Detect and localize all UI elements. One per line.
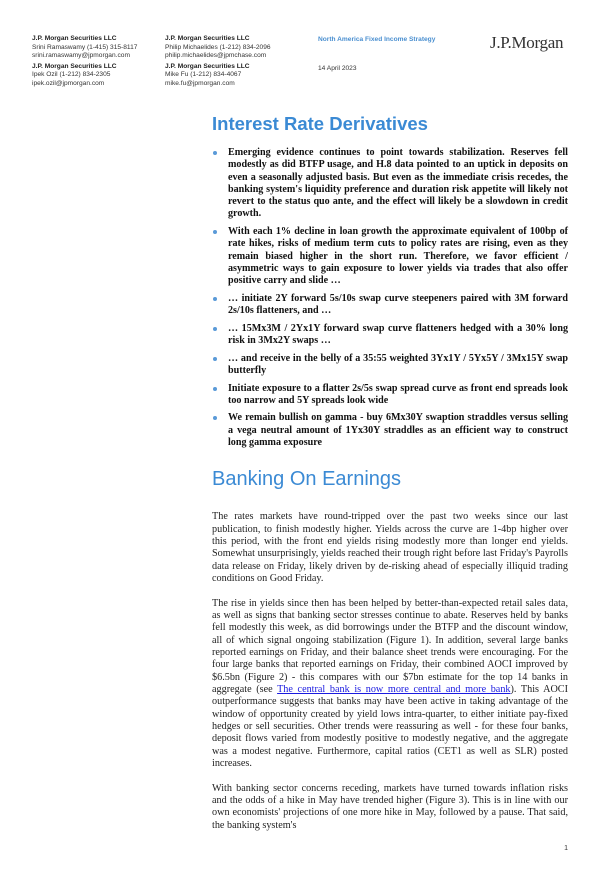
paragraph-text: The rise in yields since then has been helped by better-than-expected retail sales data, as well as signs that banking sector stresses continue to abate. Reserves held by banks fell modestly this week, as did borrowings under the BTFP and the discount window, all of which signal ongoing stabilization (Figure 1). In addition, several large banks reported earnings on Friday, and their balance sheet trends were encouraging. For the four large banks that reported earnings on Friday, their combined AOCI improved by $6.5bn (Figure 2) - this compares with our $7bn estimate for the top 14 banks in aggregate (see [212,597,568,696]
jpmorgan-logo: J.P.Morgan [490,33,564,52]
author-block [32,35,160,61]
list-item [212,147,568,221]
series-name: North America Fixed Income Strategy [318,36,436,43]
author-email[interactable]: srini.ramaswamy@jpmorgan.com [32,52,130,60]
author-block [32,63,160,89]
bullet-text: … and receive in the belly of a 35:55 weighted 3Yx1Y / 5Yx5Y / 3Mx15Y swap butterfly [228,352,568,376]
related-report-link[interactable]: The central bank is now more central and more bank [277,684,511,696]
author-contact: Ipek Ozil (1-212) 834-2305 [32,71,111,79]
bullet-icon [213,357,217,361]
author-email[interactable]: philip.michaelides@jpmchase.com [165,52,267,60]
list-item [212,412,568,449]
company-name: J.P. Morgan Securities LLC [32,35,117,42]
bullet-icon [213,297,217,301]
bullet-icon [213,327,217,331]
paragraph: With banking sector concerns receding, markets have turned towards inflation risks and the odds of a hike in May have trended higher (Figure 3). This is in line with our own economists' projections of one more hike in May, followed by a pause. That said, the banking system's [212,782,568,831]
bullet-text: We remain bullish on gamma - buy 6Mx30Y swaption straddles versus selling a vega neutral amount of 1Yx30Y straddles as an efficient way to construct long gamma exposure [228,412,568,449]
author-contact: Srini Ramaswamy (1-415) 315-8117 [32,43,138,51]
body-text [212,511,568,832]
key-points-list [212,147,568,449]
company-name: J.P. Morgan Securities LLC [165,35,250,42]
author-email[interactable]: ipek.ozil@jpmorgan.com [32,79,105,87]
list-item [212,323,568,348]
author-column-1 [32,35,160,91]
bullet-text: Emerging evidence continues to point towards stabilization. Reserves fell modestly as did BTFP usage, and H.8 data pointed to an uptick in deposits on even a seasonally adjusted basis. But even as the immediate crisis recedes, the banking system's liquidity preference and duration risk appetite will likely not revert to the status quo ante, and the effect will likely be a slowdown in credit growth. [228,147,568,220]
publication-date: 14 April 2023 [318,65,357,72]
list-item [212,226,568,287]
bullet-icon [213,387,217,391]
bullet-text: … initiate 2Y forward 5s/10s swap curve steepeners paired with 3M forward 2s/10s flatteners, and … [228,292,568,317]
section-title-interest-rate-derivatives: Interest Rate Derivatives [212,113,428,134]
list-item [212,383,568,408]
list-item [212,293,568,318]
list-item [212,353,568,378]
paragraph [212,598,568,771]
main-column [212,0,568,873]
bullet-icon [213,151,217,155]
paragraph: The rates markets have round-tripped over the past two weeks since our last publication, to finish modestly higher. Yields across the curve are 1-4bp higher over this period, with the front end yields rising modestly more than longer end yields. Somewhat unsurprisingly, yields reached their trough right before last Friday's Payrolls data release on Friday, likely driven by de-risking ahead of especially illiquid trading conditions on Good Friday. [212,511,568,585]
company-name: J.P. Morgan Securities LLC [32,62,117,70]
company-name: J.P. Morgan Securities LLC [165,62,250,70]
bullet-text: Initiate exposure to a flatter 2s/5s swap spread curve as front end spreads look too narrow and 5Y spreads look wide [228,382,568,406]
bullet-text: With each 1% decline in loan growth the approximate equivalent of 100bp of rate hikes, risks of medium term cuts to policy rates are rising, even as they remain biased higher in the short run. Therefore, we favor efficient / asymmetric ways to gain exposure to lower yields via trades that also offer positive carry and slide … [228,226,568,287]
author-email[interactable]: mike.fu@jpmorgan.com [165,79,235,87]
author-contact: Mike Fu (1-212) 834-4067 [165,71,242,79]
bullet-icon [213,416,217,420]
bullet-text: … 15Mx3M / 2Yx1Y forward swap curve flatteners hedged with a 30% long risk in 3Mx2Y swaps … [228,322,568,347]
paragraph-text: ). This AOCI outperformance suggests that banks may have been active in taking advantage of the window of opportunity created by yield lows intra-quarter, to either initiate pay-fixed hedges or sell securities. Other trends were reassuring as well - for these four banks, deposit flows varied from modestly positive to modestly negative, and the aggregate was a modest negative. Furthermore, capital ratios (CET1 as well as SLR) posted increases. [212,684,568,770]
page-number: 1 [564,845,568,853]
author-contact: Philip Michaelides (1-212) 834-2096 [165,43,271,51]
section-title-banking-on-earnings: Banking On Earnings [212,468,402,491]
bullet-icon [213,230,217,234]
